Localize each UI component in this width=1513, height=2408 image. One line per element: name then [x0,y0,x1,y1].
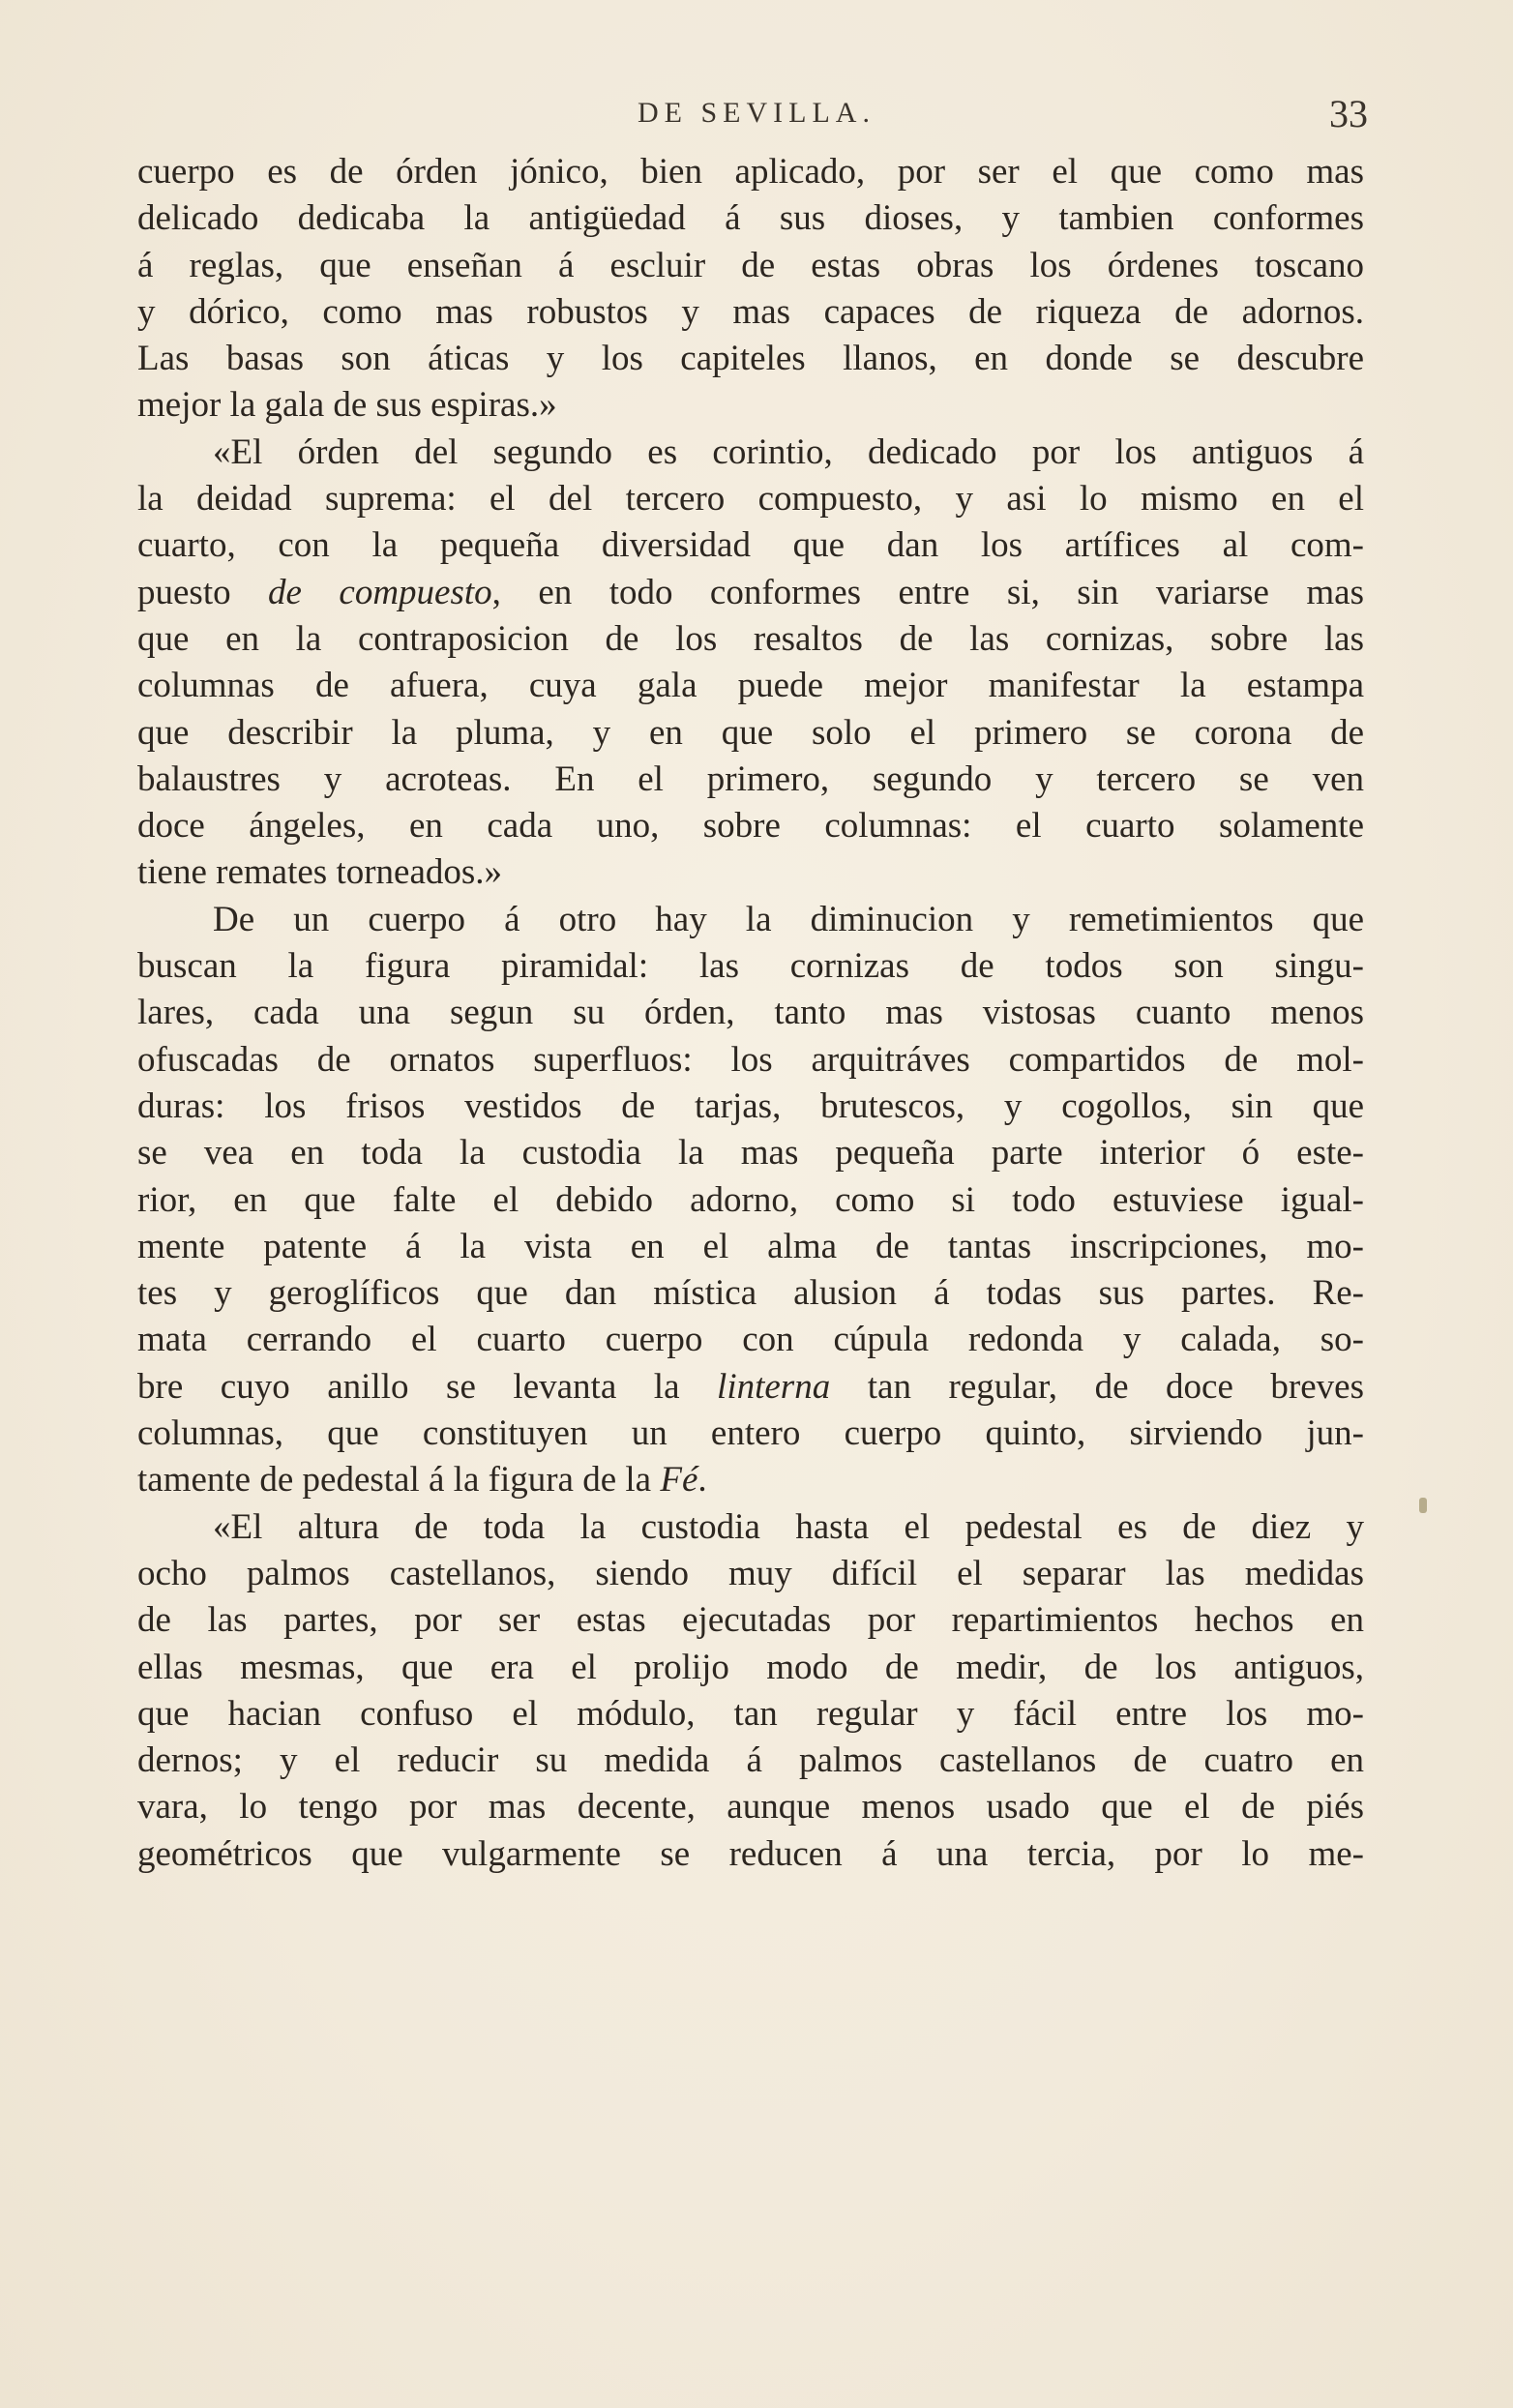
text-line: «El altura de toda la custodia hasta el pedestal es de diez y [213,1506,1364,1547]
text-line: que en la contraposicion de los resaltos de las cornizas, sobre las [137,618,1364,659]
text-line: dernos; y el reducir su medida á palmos castellanos de cuatro en [137,1740,1364,1781]
text-line: tiene remates torneados.» [137,852,503,893]
text-line: ellas mesmas, que era el prolijo modo de medir, de los antiguos, [137,1647,1364,1687]
text-segment: puesto [137,572,269,612]
text-line: vara, lo tengo por mas decente, aunque menos usado que el de piés [137,1787,1364,1828]
text-line: Las basas son áticas y los capiteles llanos, en donde se descubre [137,339,1364,379]
text-line [137,570,1364,616]
text-line: cuerpo es de órden jónico, bien aplicado, por ser el que como mas [137,152,1364,192]
text-line: columnas de afuera, cuya gala puede mejor manifestar la estampa [137,666,1364,706]
text-line: «El órden del segundo es corintio, dedicado por los antiguos á [213,431,1364,472]
running-title: DE SEVILLA. [638,97,875,129]
text-line: rior, en que falte el debido adorno, como si todo estuviese igual- [137,1179,1364,1220]
text-segment: . [697,1460,707,1501]
running-head [145,92,1368,145]
text-line: delicado dedicaba la antigüedad á sus dioses, y tambien conformes [137,198,1364,239]
text-line: duras: los frisos vestidos de tarjas, brutescos, y cogollos, sin que [137,1085,1364,1126]
page-number: 33 [1329,92,1368,135]
text-line: á reglas, que enseñan á escluir de estas obras los órdenes toscano [137,245,1364,285]
body-text [137,149,1364,1878]
text-line: ofuscadas de ornatos superfluos: los arquitráves compartidos de mol- [137,1039,1364,1080]
text-line: columnas, que constituyen un entero cuerpo quinto, sirviendo jun- [137,1413,1364,1454]
text-line: balaustres y acroteas. En el primero, segundo y tercero se ven [137,758,1364,799]
italic-term: linterna [717,1366,831,1407]
text-line: tes y geroglíficos que dan mística alusion á todas sus partes. Re- [137,1273,1364,1314]
text-segment: tan regular, de doce breves [830,1366,1364,1407]
text-line: se vea en toda la custodia la mas pequeña parte interior ó este- [137,1133,1364,1174]
text-line: lares, cada una segun su órden, tanto mas vistosas cuanto menos [137,993,1364,1033]
text-line: De un cuerpo á otro hay la diminucion y remetimientos que [213,899,1364,939]
text-line: y dórico, como mas robustos y mas capaces de riqueza de adornos. [137,291,1364,332]
text-line: mata cerrando el cuarto cuerpo con cúpula redonda y calada, so- [137,1320,1364,1360]
text-line: ocho palmos castellanos, siendo muy difícil el separar las medidas [137,1553,1364,1593]
text-line: la deidad suprema: el del tercero compuesto, y asi lo mismo en el [137,479,1364,520]
text-line: mejor la gala de sus espiras.» [137,385,557,426]
italic-term: Fé [660,1460,698,1501]
italic-term: de compuesto [268,572,492,612]
text-segment: tamente de pedestal á la figura de la [137,1460,661,1501]
text-line [137,1457,1364,1503]
text-line: buscan la figura piramidal: las cornizas de todos son singu- [137,946,1364,987]
text-line: cuarto, con la pequeña diversidad que dan los artífices al com- [137,525,1364,566]
text-segment: bre cuyo anillo se levanta la [137,1366,718,1407]
text-line: que describir la pluma, y en que solo el primero se corona de [137,712,1364,753]
text-segment: , en todo conformes entre si, sin variarse mas [491,572,1364,612]
ink-stain-mark [1419,1498,1427,1513]
text-line: doce ángeles, en cada uno, sobre columnas: el cuarto solamente [137,806,1364,847]
text-line: geométricos que vulgarmente se reducen á una tercia, por lo me- [137,1833,1364,1874]
text-line: de las partes, por ser estas ejecutadas por repartimientos hechos en [137,1600,1364,1641]
text-line: mente patente á la vista en el alma de tantas inscripciones, mo- [137,1226,1364,1266]
text-line [137,1364,1364,1411]
text-line: que hacian confuso el módulo, tan regular y fácil entre los mo- [137,1693,1364,1734]
